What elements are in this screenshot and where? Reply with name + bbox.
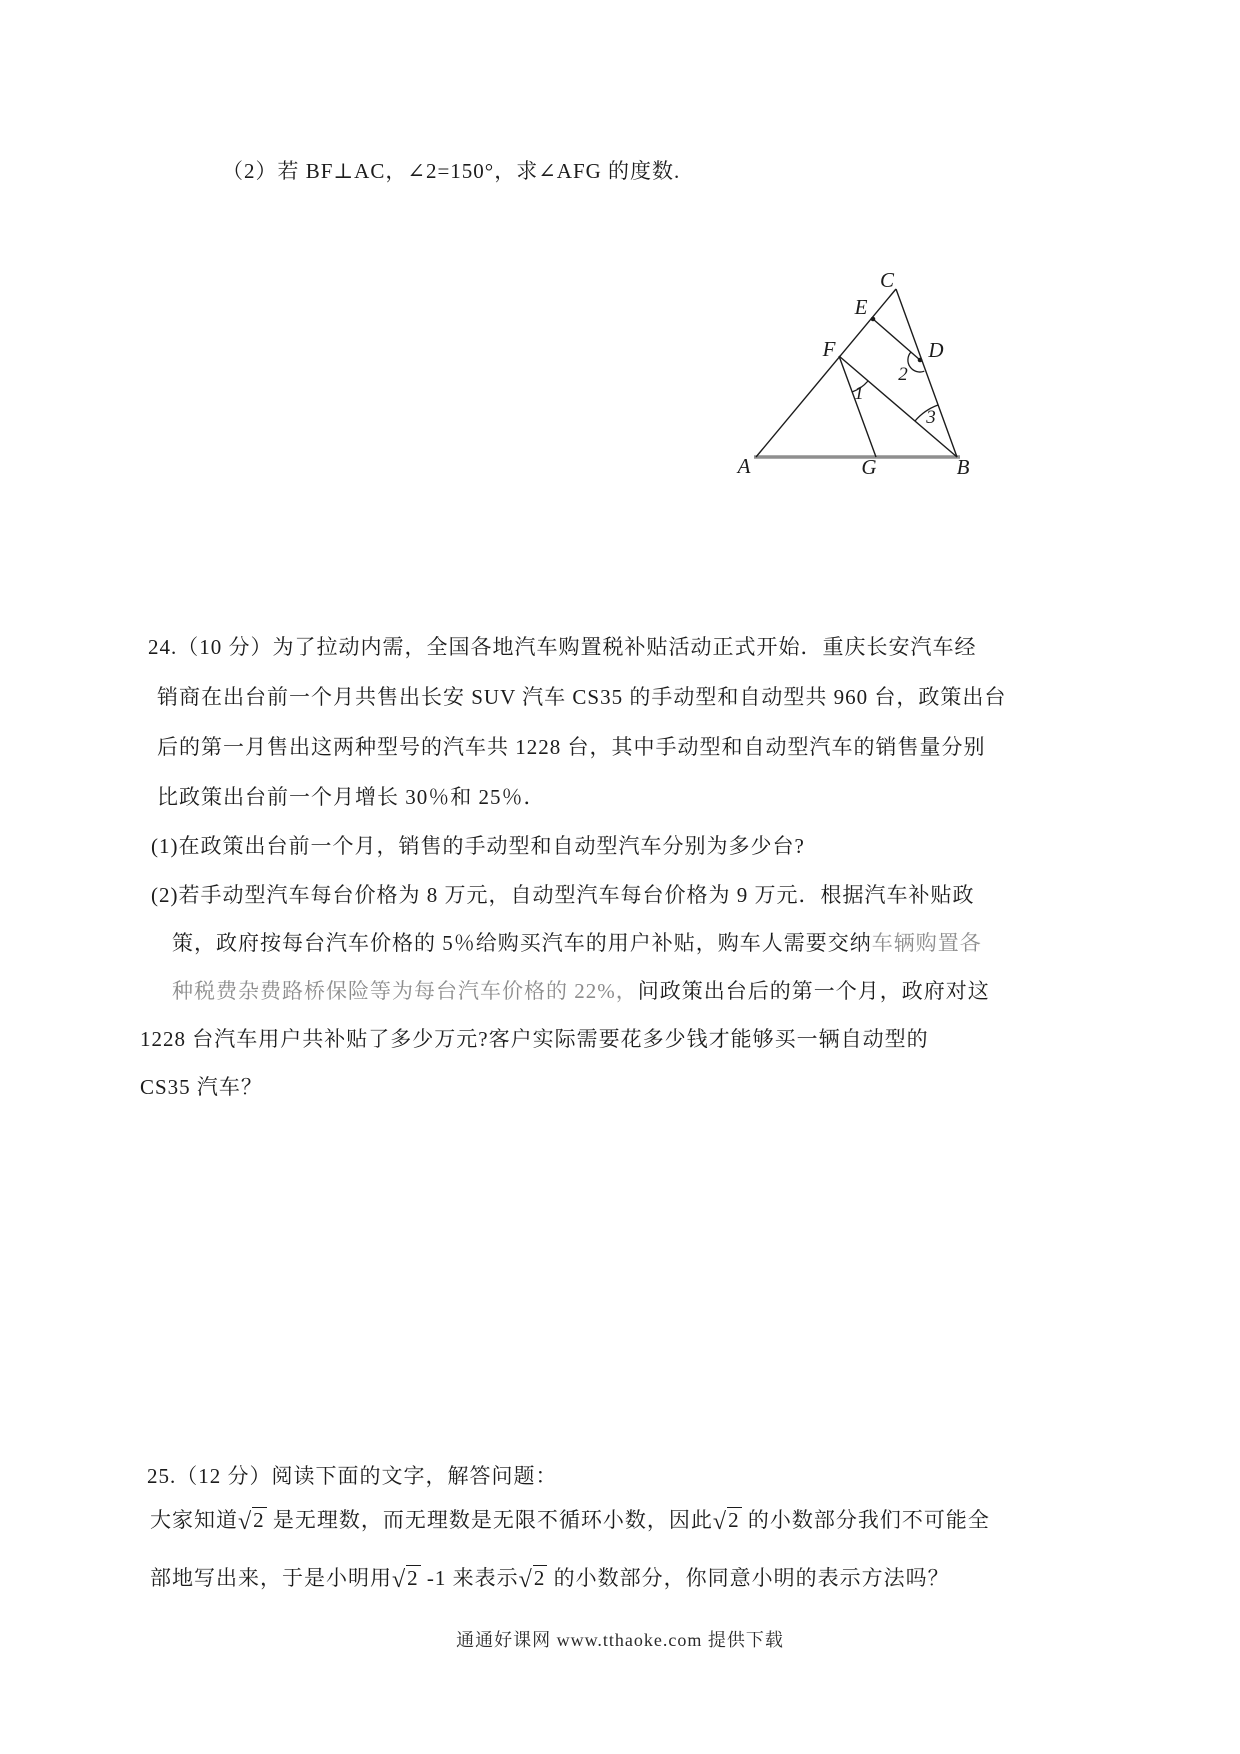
radical-sign: √ [712, 1509, 728, 1535]
radical-sign: √ [392, 1567, 407, 1593]
text-run: 的小数部分，你同意小明的表示方法吗？ [547, 1566, 950, 1590]
triangle-diagram [730, 265, 990, 497]
q24-part2-line1: (2)若手动型汽车每台价格为 8 万元，自动型汽车每台价格为 9 万元．根据汽车补贴政 [151, 883, 975, 907]
text-run: -1 来表示 [420, 1566, 519, 1590]
radical-sign: √ [518, 1567, 533, 1593]
text-run-gray: 种税费杂费路桥保险等为每台汽车价格的 22%， [172, 979, 638, 1003]
radicand: 2 [728, 1508, 740, 1532]
label-angle-3: 3 [926, 407, 936, 428]
label-C: C [879, 268, 895, 292]
geometry-figure [730, 265, 990, 497]
sqrt-radical [238, 1507, 267, 1535]
text-run: 部地写出来，于是小明用 [150, 1566, 392, 1590]
q24-part1-line: (1)在政策出台前一个月，销售的手动型和自动型汽车分别为多少台? [151, 834, 805, 858]
radical-sign: √ [238, 1509, 253, 1535]
text-run-gray: 车辆购置各 [871, 931, 982, 955]
q24-line4: 比政策出台前一个月增长 30％和 25％． [157, 785, 546, 809]
q24-part2-line2 [172, 930, 982, 956]
radicand: 2 [253, 1508, 265, 1532]
q24-line1: 24.（10 分）为了拉动内需，全国各地汽车购置税补贴活动正式开始．重庆长安汽车经 [148, 635, 977, 659]
q24-part2-line3 [172, 978, 990, 1004]
q25-line1: 25.（12 分）阅读下面的文字，解答问题： [147, 1464, 558, 1488]
segment-AC [756, 289, 896, 457]
point-D-dot [918, 358, 923, 363]
label-E: E [854, 295, 868, 319]
point-E-dot [871, 317, 876, 322]
label-angle-1: 1 [854, 383, 864, 404]
q24-part2-line5: CS35 汽车？ [140, 1075, 263, 1099]
q25-line3 [150, 1565, 950, 1593]
text-run-black: 问政策出台后的第一个月，政府对这 [637, 979, 990, 1003]
text-run: 大家知道 [150, 1508, 238, 1532]
sqrt-radical [392, 1565, 421, 1593]
text-run-black: 策，政府按每台汽车价格的 5％给购买汽车的用户补贴，购车人需要交纳 [172, 931, 872, 955]
q24-line3: 后的第一月售出这两种型号的汽车共 1228 台，其中手动型和自动型汽车的销售量分别 [157, 735, 986, 759]
sqrt-radical [713, 1507, 742, 1535]
label-G: G [861, 455, 877, 479]
radicand: 2 [533, 1566, 546, 1590]
text-run: 是无理数，而无理数是无限不循环小数，因此 [266, 1508, 713, 1532]
segment-ED [873, 319, 920, 360]
q24-line2: 销商在出台前一个月共售出长安 SUV 汽车 CS35 的手动型和自动型共 960 台，政策出台 [157, 685, 1007, 709]
footer-download-note: 通通好课网 www.tthaoke.com 提供下载 [456, 1630, 784, 1650]
q23-part2-line: （2）若 BF⊥AC，∠2=150°，求∠AFG 的度数. [222, 159, 681, 183]
label-A: A [737, 454, 751, 478]
label-angle-2: 2 [898, 364, 908, 385]
label-D: D [928, 338, 944, 362]
label-B: B [956, 455, 970, 479]
text-run: 的小数部分我们不可能全 [741, 1508, 990, 1532]
radicand: 2 [407, 1566, 419, 1590]
q24-part2-line4: 1228 台汽车用户共补贴了多少万元?客户实际需要花多少钱才能够买一辆自动型的 [140, 1027, 929, 1051]
label-F: F [822, 337, 836, 361]
q25-line2 [150, 1507, 990, 1535]
sqrt-radical [519, 1565, 548, 1593]
